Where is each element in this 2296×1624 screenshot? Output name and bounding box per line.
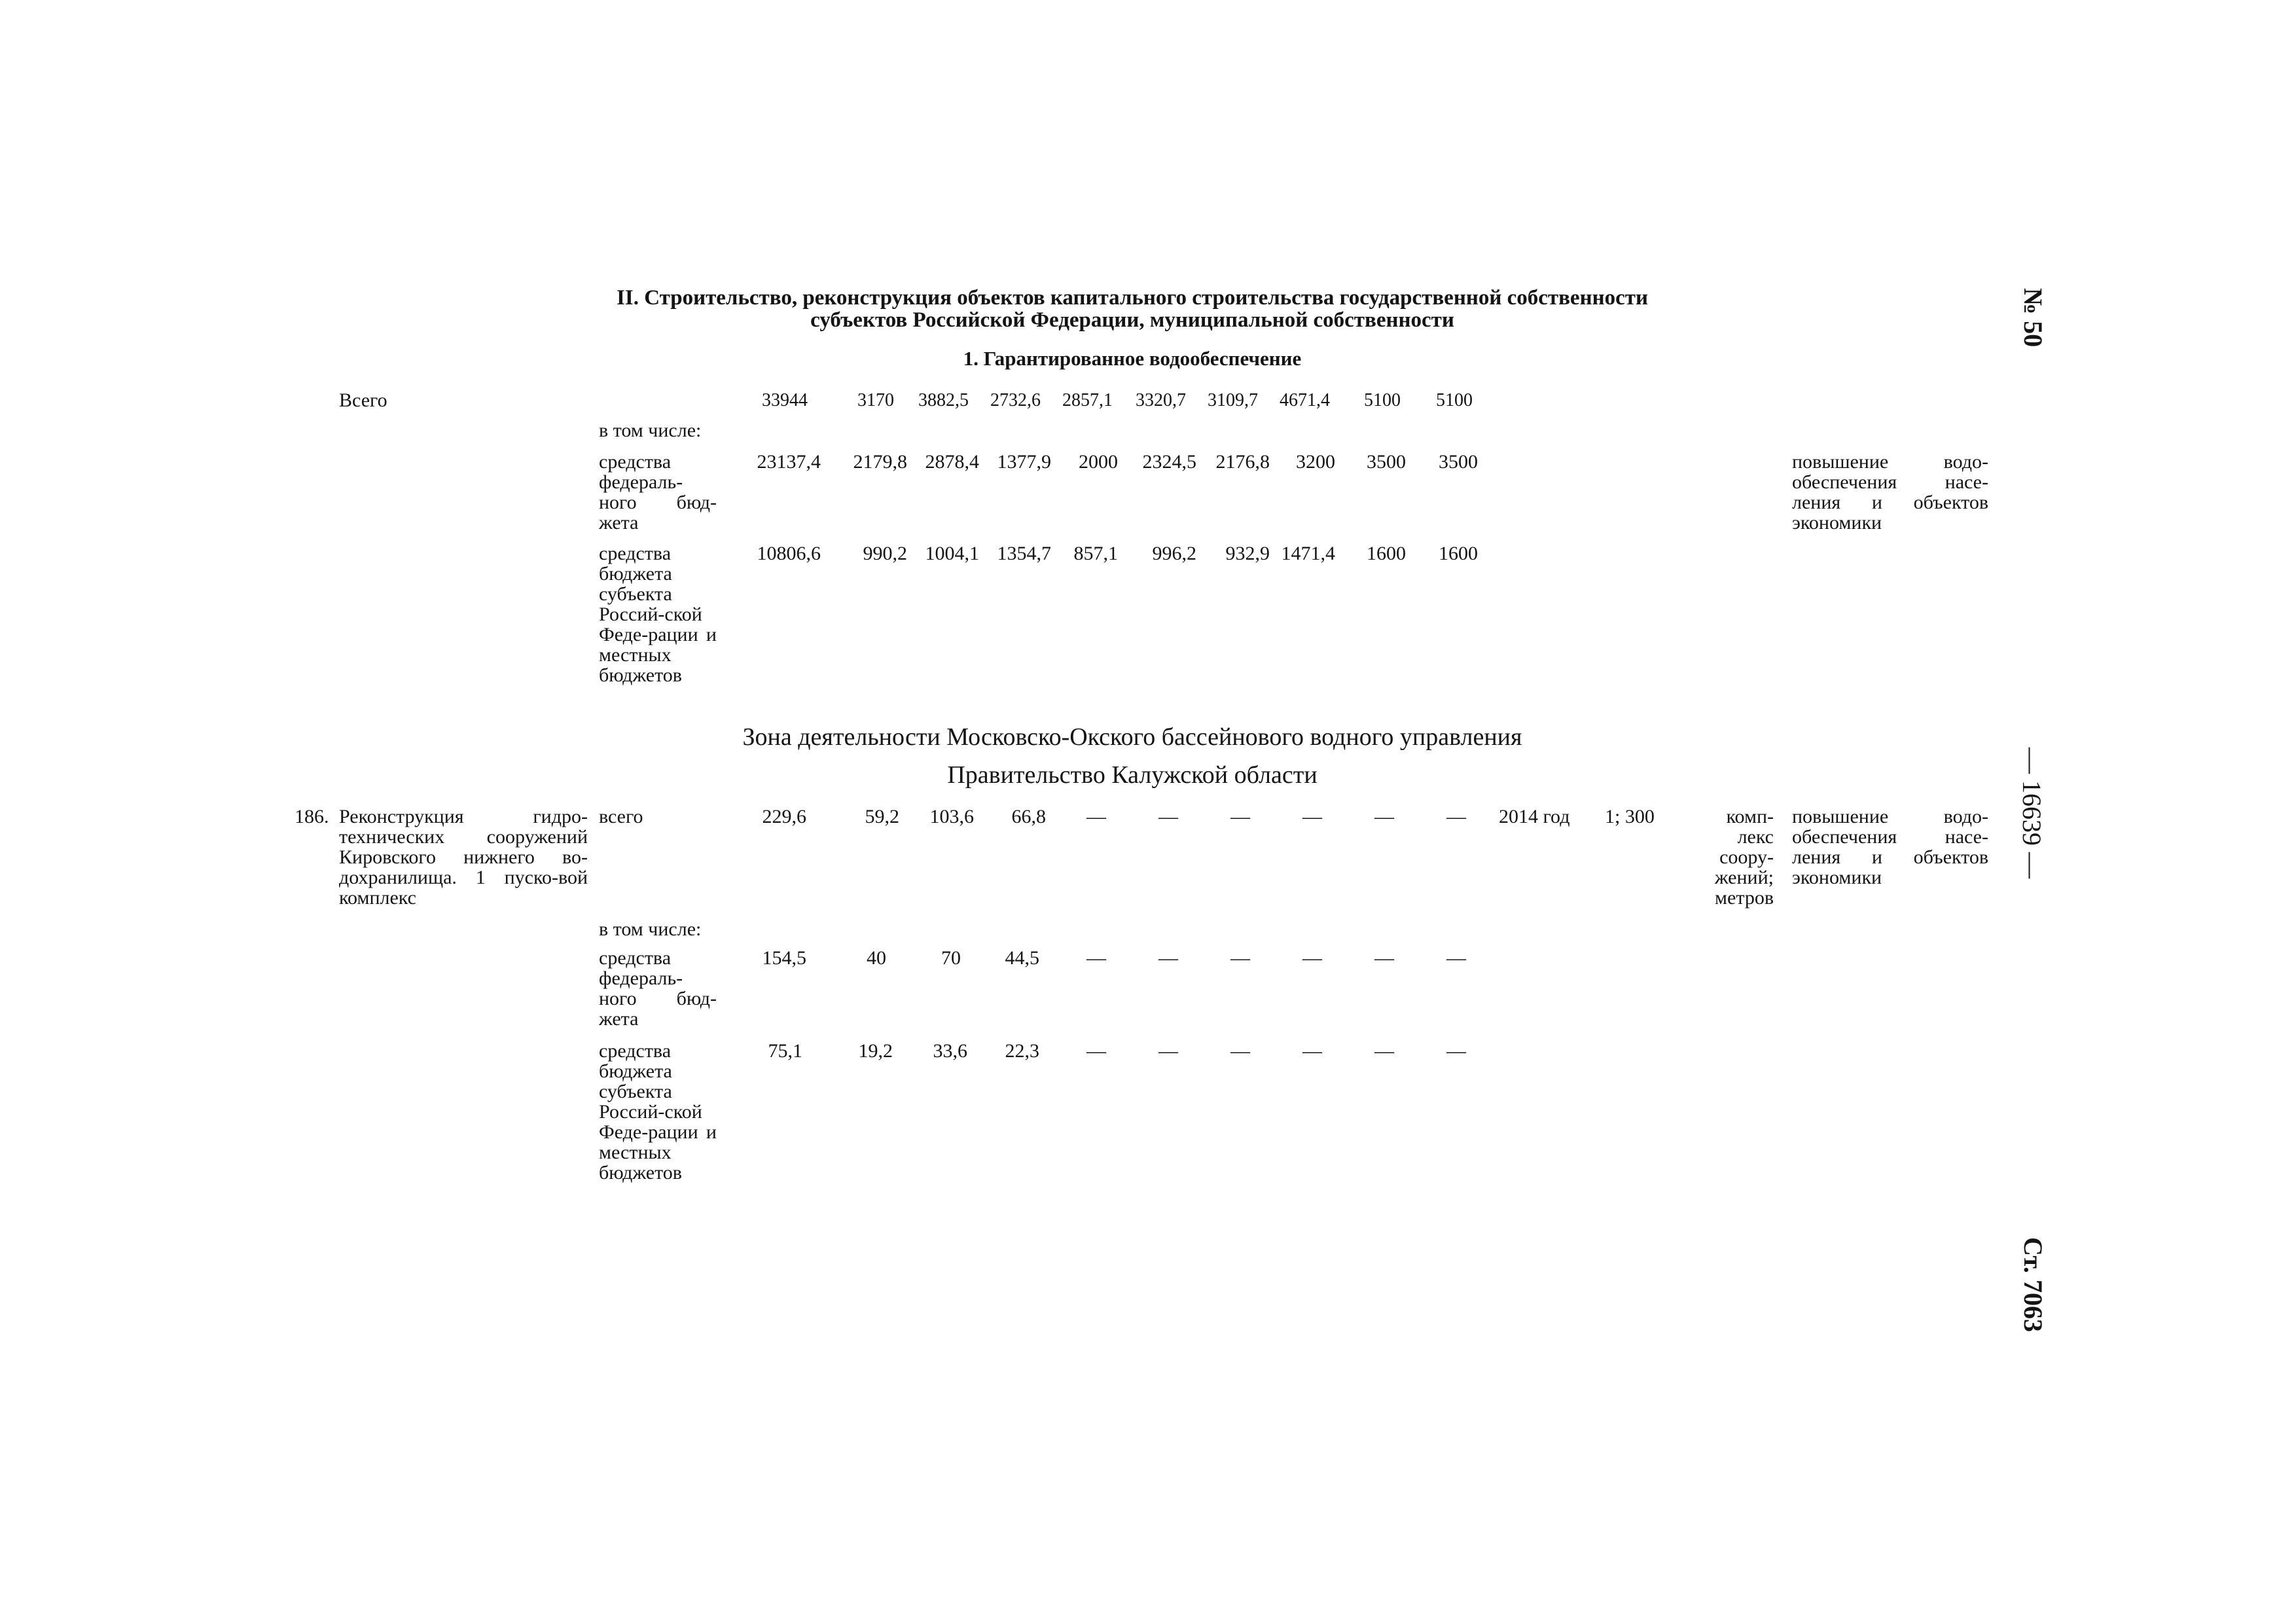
dash-cell: — bbox=[1302, 806, 1322, 827]
article-number: Ст. 7063 bbox=[2018, 1237, 2048, 1332]
value-cell: 3170 bbox=[857, 390, 894, 410]
page-number: — 16639 — bbox=[2017, 748, 2047, 878]
dash-cell: — bbox=[1446, 806, 1466, 827]
value-cell: 75,1 bbox=[768, 1040, 802, 1062]
value-cell: 3109,7 bbox=[1208, 390, 1258, 410]
value-cell: 2000 bbox=[1079, 451, 1118, 473]
item-name: Реконструкция гидро-технических сооружений Кировского нижнего во-дохранилища. 1 пуско-вой комплекс bbox=[339, 806, 588, 909]
totals-label: Всего bbox=[339, 389, 387, 411]
dash-cell: — bbox=[1302, 1040, 1322, 1062]
dash-cell: — bbox=[1374, 947, 1394, 969]
value-cell: 996,2 bbox=[1152, 543, 1196, 564]
value-cell: 10806,6 bbox=[757, 543, 821, 564]
capacity-unit: комп-лекс соору-жений; метров bbox=[1714, 806, 1774, 909]
value-cell: 1004,1 bbox=[925, 543, 979, 564]
dash-cell: — bbox=[1086, 1040, 1106, 1062]
value-cell: 2878,4 bbox=[925, 451, 979, 473]
value-cell: 3320,7 bbox=[1136, 390, 1186, 410]
value-cell: 1471,4 bbox=[1281, 543, 1335, 564]
section-title-line1: II. Строительство, реконструкция объектов капитального строительства государственной собственности bbox=[617, 286, 1648, 310]
including-label: в том числе: bbox=[599, 918, 702, 940]
total-label: всего bbox=[599, 806, 643, 827]
dash-cell: — bbox=[1158, 947, 1178, 969]
dash-cell: — bbox=[1446, 1040, 1466, 1062]
value-cell: 1600 bbox=[1439, 543, 1478, 564]
value-cell: 2324,5 bbox=[1142, 451, 1196, 473]
dash-cell: — bbox=[1374, 1040, 1394, 1062]
value-cell: 5100 bbox=[1364, 390, 1401, 410]
value-cell: 3500 bbox=[1367, 451, 1406, 473]
effect-text: повышение водо-обеспечения насе-ления и объектов экономики bbox=[1792, 806, 1988, 888]
dash-cell: — bbox=[1086, 806, 1106, 827]
value-cell: 1377,9 bbox=[997, 451, 1051, 473]
value-cell: 229,6 bbox=[762, 806, 806, 827]
government-title: Правительство Калужской области bbox=[947, 761, 1318, 789]
value-cell: 2176,8 bbox=[1215, 451, 1270, 473]
value-cell: 2732,6 bbox=[990, 390, 1041, 410]
funding-source-label: средства федераль-ного бюд-жета bbox=[599, 947, 717, 1030]
section-title-line2: субъектов Российской Федерации, муниципальной собственности bbox=[810, 308, 1454, 332]
value-cell: 33,6 bbox=[933, 1040, 967, 1062]
including-label: в том числе: bbox=[599, 420, 702, 441]
funding-source-label: средства бюджета субъекта Россий-ской Феде-рации и местных бюджетов bbox=[599, 1040, 717, 1183]
value-cell: 932,9 bbox=[1225, 543, 1270, 564]
funding-source-label: средства федераль-ного бюд-жета bbox=[599, 451, 717, 533]
value-cell: 33944 bbox=[762, 390, 808, 410]
value-cell: 66,8 bbox=[1011, 806, 1046, 827]
dash-cell: — bbox=[1230, 947, 1250, 969]
value-cell: 2857,1 bbox=[1062, 390, 1113, 410]
funding-source-label: средства бюджета субъекта Россий-ской Феде-рации и местных бюджетов bbox=[599, 543, 717, 686]
effect-text: повышение водо-обеспечения насе-ления и объектов экономики bbox=[1792, 451, 1988, 533]
value-cell: 4671,4 bbox=[1280, 390, 1330, 410]
dash-cell: — bbox=[1446, 947, 1466, 969]
value-cell: 22,3 bbox=[1005, 1040, 1039, 1062]
dash-cell: — bbox=[1158, 1040, 1178, 1062]
value-cell: 5100 bbox=[1436, 390, 1473, 410]
value-cell: 103,6 bbox=[929, 806, 974, 827]
value-cell: 19,2 bbox=[858, 1040, 893, 1062]
value-cell: 990,2 bbox=[863, 543, 907, 564]
dash-cell: — bbox=[1302, 947, 1322, 969]
value-cell: 2179,8 bbox=[853, 451, 907, 473]
completion-year: 2014 год bbox=[1499, 806, 1570, 827]
value-cell: 59,2 bbox=[865, 806, 899, 827]
dash-cell: — bbox=[1086, 947, 1106, 969]
value-cell: 857,1 bbox=[1073, 543, 1118, 564]
dash-cell: — bbox=[1374, 806, 1394, 827]
dash-cell: — bbox=[1230, 806, 1250, 827]
value-cell: 23137,4 bbox=[757, 451, 821, 473]
capacity-value: 1; 300 bbox=[1605, 806, 1655, 827]
value-cell: 154,5 bbox=[762, 947, 806, 969]
zone-title: Зона деятельности Московско-Окского бассейнового водного управления bbox=[742, 723, 1522, 751]
value-cell: 44,5 bbox=[1005, 947, 1039, 969]
dash-cell: — bbox=[1230, 1040, 1250, 1062]
dash-cell: — bbox=[1158, 806, 1178, 827]
value-cell: 3882,5 bbox=[918, 390, 969, 410]
value-cell: 40 bbox=[867, 947, 886, 969]
subsection-title: 1. Гарантированное водообеспечение bbox=[963, 347, 1302, 370]
value-cell: 70 bbox=[941, 947, 961, 969]
value-cell: 3200 bbox=[1296, 451, 1335, 473]
item-number: 186. bbox=[295, 806, 329, 827]
value-cell: 1354,7 bbox=[997, 543, 1051, 564]
issue-number: № 50 bbox=[2018, 288, 2048, 348]
value-cell: 1600 bbox=[1367, 543, 1406, 564]
value-cell: 3500 bbox=[1439, 451, 1478, 473]
